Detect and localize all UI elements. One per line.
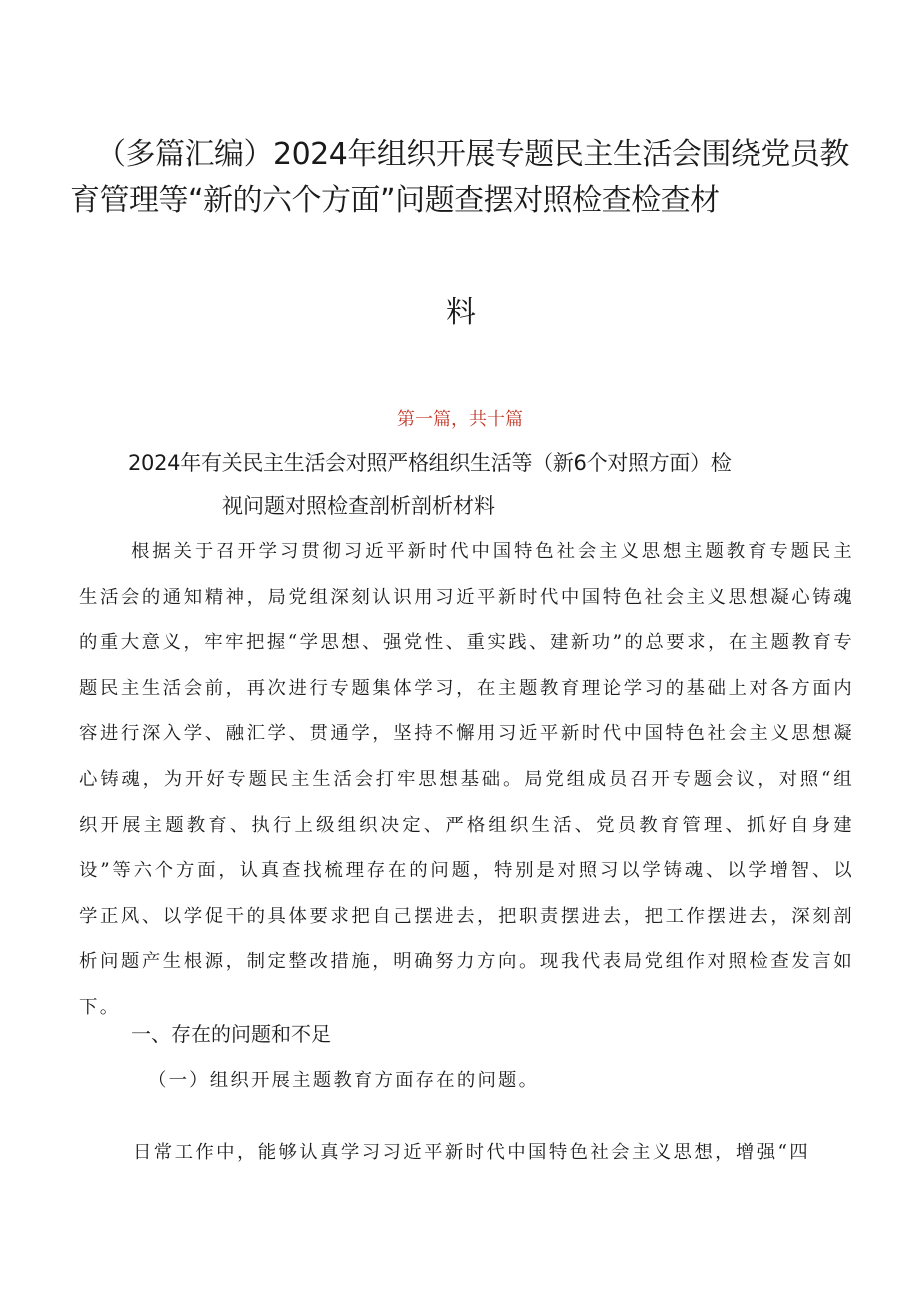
body-paragraph-2: 日常工作中，能够认真学习习近平新时代中国特色社会主义思想，增强“四 [133,1142,811,1163]
document-title-line-2: 育管理等“新的六个方面”问题查摆对照检查检查材 [70,183,720,218]
sub-heading: （一）组织开展主题教育方面存在的问题。 [148,1070,540,1091]
document-title-line-1: （多篇汇编）2024年组织开展专题民主生活会围绕党员教 [96,137,849,172]
body-paragraph-1: 根据关于召开学习贯彻习近平新时代中国特色社会主义思想主题教育专题民主生活会的通知精神，局党组深刻认识用习近平新时代中国特色社会主义思想凝心铸魂的重大意义，牢牢把握“学思想、强党性、重实践、建新功”的总要求，在主题教育专题民主生活会前，再次进行专题集体学习，在主题教育理论学习的基础上对各方面内容进行深入学、融汇学、贯通学，坚持不懈用习近平新时代中国特色社会主义思想凝心铸魂，为开好专题民主生活会打牢思想基础。局党组成员召开专题会议，对照“组织开展主题教育、执行上级组织决定、严格组织生活、党员教育管理、抓好自身建设”等六个方面，认真查找梳理存在的问题，特别是对照习以学铸魂、以学增智、以学正风、以学促干的具体要求把自己摆进去，把职责摆进去，把工作摆进去，深刻剖析问题产生根源，制定整改措施，明确努力方向。现我代表局党组作对照检查发言如下。 [79,541,854,1018]
subtitle-line-1: 2024年有关民主生活会对照严格组织生活等（新6个对照方面）检 [128,451,732,475]
part-label: 第一篇，共十篇 [397,409,523,430]
section-heading: 一、存在的问题和不足 [131,1022,331,1046]
document-title-line-3: 料 [446,295,476,330]
subtitle-line-2: 视问题对照检查剖析剖析材料 [222,494,495,518]
